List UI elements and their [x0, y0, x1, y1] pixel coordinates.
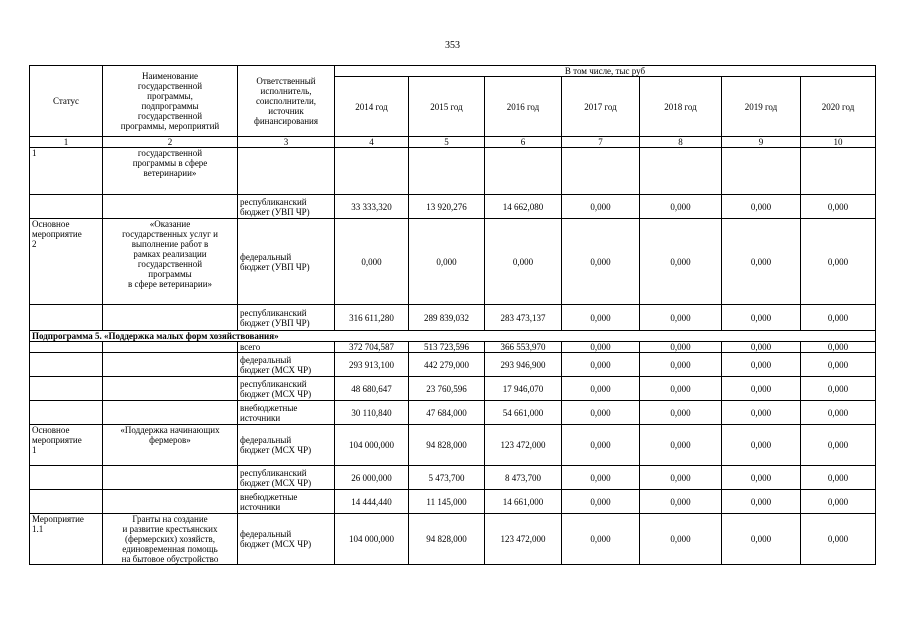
- value-cell: 0,000: [801, 401, 876, 425]
- column-number: 7: [562, 137, 640, 148]
- header-name: Наименование государственной программы, подпрограммы государственной программы, мероприятий: [103, 66, 238, 137]
- value-cell: 5 473,700: [409, 466, 485, 490]
- value-cell: 0,000: [562, 466, 640, 490]
- value-cell: 8 473,700: [485, 466, 562, 490]
- name-cell: [103, 195, 238, 219]
- value-cell: 0,000: [722, 514, 801, 565]
- status-cell: [30, 195, 103, 219]
- value-cell: 0,000: [640, 425, 722, 466]
- name-cell: [103, 401, 238, 425]
- value-cell: 0,000: [722, 401, 801, 425]
- table-row: [30, 148, 876, 195]
- value-cell: 0,000: [722, 425, 801, 466]
- header-year: 2019 год: [722, 77, 801, 137]
- status-cell: [30, 342, 103, 353]
- value-cell: 26 000,000: [335, 466, 409, 490]
- name-cell: [103, 377, 238, 401]
- value-cell: 0,000: [640, 401, 722, 425]
- value-cell: [640, 148, 722, 195]
- value-cell: 11 145,000: [409, 490, 485, 514]
- value-cell: 13 920,276: [409, 195, 485, 219]
- value-cell: 0,000: [562, 490, 640, 514]
- value-cell: 0,000: [722, 305, 801, 331]
- table-row: [30, 342, 876, 353]
- value-cell: 0,000: [562, 401, 640, 425]
- value-cell: 47 684,000: [409, 401, 485, 425]
- header-year: 2014 год: [335, 77, 409, 137]
- value-cell: 0,000: [801, 342, 876, 353]
- name-cell: Гранты на создание и развитие крестьянских (фермерских) хозяйств, единовременная помощь на бытовое обустройство: [103, 514, 238, 565]
- table-row: [30, 490, 876, 514]
- value-cell: 0,000: [722, 353, 801, 377]
- header-group: В том числе, тыс руб: [335, 66, 876, 77]
- value-cell: 0,000: [801, 219, 876, 305]
- status-cell: [30, 353, 103, 377]
- value-cell: 513 723,596: [409, 342, 485, 353]
- value-cell: 293 913,100: [335, 353, 409, 377]
- table-row: [30, 401, 876, 425]
- value-cell: 0,000: [640, 514, 722, 565]
- status-cell: Основное мероприятие 1: [30, 425, 103, 466]
- column-number: 9: [722, 137, 801, 148]
- name-cell: государственной программы в сфере ветеринарии»: [103, 148, 238, 195]
- value-cell: 0,000: [409, 219, 485, 305]
- value-cell: 0,000: [562, 342, 640, 353]
- status-cell: Мероприятие 1.1: [30, 514, 103, 565]
- name-cell: [103, 353, 238, 377]
- source-cell: федеральный бюджет (УВП ЧР): [238, 219, 335, 305]
- header-year: 2017 год: [562, 77, 640, 137]
- value-cell: 123 472,000: [485, 514, 562, 565]
- source-cell: федеральный бюджет (МСХ ЧР): [238, 425, 335, 466]
- value-cell: 0,000: [640, 353, 722, 377]
- name-cell: [103, 490, 238, 514]
- section-row: [30, 331, 876, 342]
- value-cell: 14 661,000: [485, 490, 562, 514]
- value-cell: 0,000: [640, 195, 722, 219]
- header-status: Статус: [30, 66, 103, 137]
- header-year: 2018 год: [640, 77, 722, 137]
- value-cell: 0,000: [801, 490, 876, 514]
- value-cell: 283 473,137: [485, 305, 562, 331]
- value-cell: 0,000: [485, 219, 562, 305]
- table-row: [30, 466, 876, 490]
- column-number: 6: [485, 137, 562, 148]
- name-cell: [103, 466, 238, 490]
- value-cell: [335, 148, 409, 195]
- source-cell: всего: [238, 342, 335, 353]
- source-cell: внебюджетные источники: [238, 490, 335, 514]
- column-number: 8: [640, 137, 722, 148]
- value-cell: 104 000,000: [335, 514, 409, 565]
- value-cell: 0,000: [562, 514, 640, 565]
- table-row: [30, 305, 876, 331]
- value-cell: 0,000: [562, 195, 640, 219]
- name-cell: [103, 342, 238, 353]
- value-cell: 0,000: [801, 353, 876, 377]
- value-cell: [485, 148, 562, 195]
- value-cell: [722, 148, 801, 195]
- name-cell: «Оказание государственных услуг и выполнение работ в рамках реализации государственной программы в сфере ветеринарии»: [103, 219, 238, 305]
- section-title: Подпрограмма 5. «Поддержка малых форм хозяйствования»: [30, 331, 876, 342]
- value-cell: 0,000: [801, 305, 876, 331]
- value-cell: 123 472,000: [485, 425, 562, 466]
- value-cell: 0,000: [640, 377, 722, 401]
- value-cell: 0,000: [722, 195, 801, 219]
- value-cell: 0,000: [801, 377, 876, 401]
- value-cell: 0,000: [640, 342, 722, 353]
- source-cell: республиканский бюджет (УВП ЧР): [238, 195, 335, 219]
- value-cell: 0,000: [722, 219, 801, 305]
- status-cell: Основное мероприятие 2: [30, 219, 103, 305]
- value-cell: 0,000: [640, 305, 722, 331]
- column-number: 10: [801, 137, 876, 148]
- value-cell: 372 704,587: [335, 342, 409, 353]
- column-number: 2: [103, 137, 238, 148]
- table-row: [30, 377, 876, 401]
- value-cell: 0,000: [562, 425, 640, 466]
- value-cell: 17 946,070: [485, 377, 562, 401]
- value-cell: 94 828,000: [409, 514, 485, 565]
- value-cell: 0,000: [722, 466, 801, 490]
- value-cell: 0,000: [722, 490, 801, 514]
- value-cell: 0,000: [722, 342, 801, 353]
- status-cell: [30, 377, 103, 401]
- column-number: 1: [30, 137, 103, 148]
- page-number: 353: [445, 40, 460, 51]
- value-cell: 0,000: [801, 514, 876, 565]
- value-cell: 0,000: [640, 219, 722, 305]
- column-number: 5: [409, 137, 485, 148]
- value-cell: 0,000: [640, 466, 722, 490]
- status-cell: 1: [30, 148, 103, 195]
- source-cell: внебюджетные источники: [238, 401, 335, 425]
- header-year: 2020 год: [801, 77, 876, 137]
- value-cell: 48 680,647: [335, 377, 409, 401]
- header-year: 2016 год: [485, 77, 562, 137]
- source-cell: республиканский бюджет (МСХ ЧР): [238, 466, 335, 490]
- value-cell: 289 839,032: [409, 305, 485, 331]
- header-responsible: Ответственный исполнитель, соисполнители, источник финансирования: [238, 66, 335, 137]
- value-cell: 0,000: [562, 219, 640, 305]
- value-cell: 14 662,080: [485, 195, 562, 219]
- source-cell: республиканский бюджет (УВП ЧР): [238, 305, 335, 331]
- value-cell: [409, 148, 485, 195]
- status-cell: [30, 305, 103, 331]
- table-row: [30, 514, 876, 565]
- column-number: 4: [335, 137, 409, 148]
- source-cell: федеральный бюджет (МСХ ЧР): [238, 514, 335, 565]
- status-cell: [30, 466, 103, 490]
- value-cell: 293 946,900: [485, 353, 562, 377]
- value-cell: 0,000: [801, 425, 876, 466]
- header-year: 2015 год: [409, 77, 485, 137]
- value-cell: [801, 148, 876, 195]
- source-cell: федеральный бюджет (МСХ ЧР): [238, 353, 335, 377]
- value-cell: 104 000,000: [335, 425, 409, 466]
- value-cell: 442 279,000: [409, 353, 485, 377]
- source-cell: республиканский бюджет (МСХ ЧР): [238, 377, 335, 401]
- value-cell: 316 611,280: [335, 305, 409, 331]
- budget-table: [29, 65, 876, 565]
- value-cell: 0,000: [801, 466, 876, 490]
- column-number: 3: [238, 137, 335, 148]
- value-cell: 0,000: [562, 377, 640, 401]
- table-row: [30, 425, 876, 466]
- table-row: [30, 353, 876, 377]
- table-row: [30, 195, 876, 219]
- value-cell: 366 553,970: [485, 342, 562, 353]
- value-cell: 30 110,840: [335, 401, 409, 425]
- value-cell: [562, 148, 640, 195]
- table-row: [30, 219, 876, 305]
- name-cell: [103, 305, 238, 331]
- value-cell: 0,000: [562, 353, 640, 377]
- status-cell: [30, 490, 103, 514]
- value-cell: 0,000: [562, 305, 640, 331]
- value-cell: 0,000: [640, 490, 722, 514]
- source-cell: [238, 148, 335, 195]
- value-cell: 0,000: [722, 377, 801, 401]
- value-cell: 23 760,596: [409, 377, 485, 401]
- status-cell: [30, 401, 103, 425]
- value-cell: 94 828,000: [409, 425, 485, 466]
- value-cell: 0,000: [335, 219, 409, 305]
- value-cell: 54 661,000: [485, 401, 562, 425]
- value-cell: 33 333,320: [335, 195, 409, 219]
- value-cell: 0,000: [801, 195, 876, 219]
- value-cell: 14 444,440: [335, 490, 409, 514]
- name-cell: «Поддержка начинающих фермеров»: [103, 425, 238, 466]
